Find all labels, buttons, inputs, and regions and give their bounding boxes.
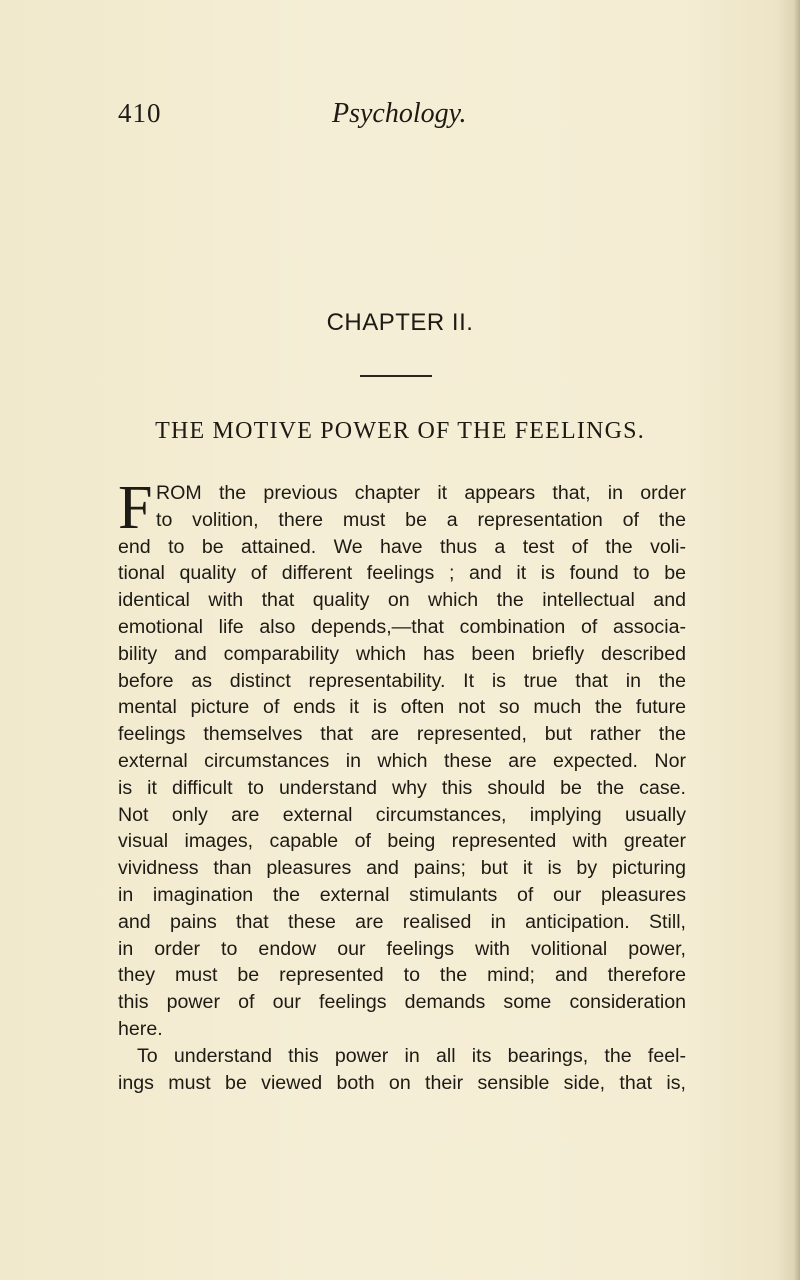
text-line: end to be attained. We have thus a test of the voli- [118,535,686,558]
text-line: identical with that quality on which the intellectual and [118,589,686,612]
text-line: in imagination the external stimulants of our pleasures [118,883,686,906]
running-head [118,98,682,138]
text-line: in order to endow our feelings with volitional power, [118,937,686,960]
chapter-label: CHAPTER II. [326,309,474,336]
text-line: this power of our feelings demands some consideration [118,991,686,1014]
text-line: before as distinct representability. It is true that in the [118,669,686,692]
running-title: Psychology. [332,98,467,129]
text-line: and pains that these are realised in anticipation. Still, [118,910,686,933]
text-line: ROM the previous chapter it appears that, in order [156,482,686,504]
drop-cap: F [118,474,153,542]
text-line: they must be represented to the mind; and therefore [118,964,686,987]
body-text [118,474,686,1096]
text-line: external circumstances in which these are expected. Nor [118,749,686,772]
text-line: Not only are external circumstances, implying usually [118,803,686,826]
text-line: mental picture of ends it is often not so much the future [118,696,686,719]
text-line: is it difficult to understand why this should be the case. [118,776,686,799]
page-edge-shadow [794,0,800,1280]
text-line: ings must be viewed both on their sensible side, that is, [118,1071,686,1094]
text-line: here. [118,1017,163,1040]
chapter-divider-rule [360,375,432,377]
text-line: visual images, capable of being represented with greater [118,830,686,853]
text-line: feelings themselves that are represented, but rather the [118,723,686,746]
page-number: 410 [118,98,162,128]
text-line: vividness than pleasures and pains; but it is by picturing [118,857,686,880]
text-line: tional quality of different feelings ; and it is found to be [118,562,686,585]
text-line: emotional life also depends,—that combination of associa- [118,615,686,638]
text-line: bility and comparability which has been briefly described [118,642,686,665]
text-line: to volition, there must be a representation of the [156,508,686,531]
chapter-title: THE MOTIVE POWER OF THE FEELINGS. [155,418,645,444]
text-line: To understand this power in all its bearings, the feel- [137,1044,686,1067]
